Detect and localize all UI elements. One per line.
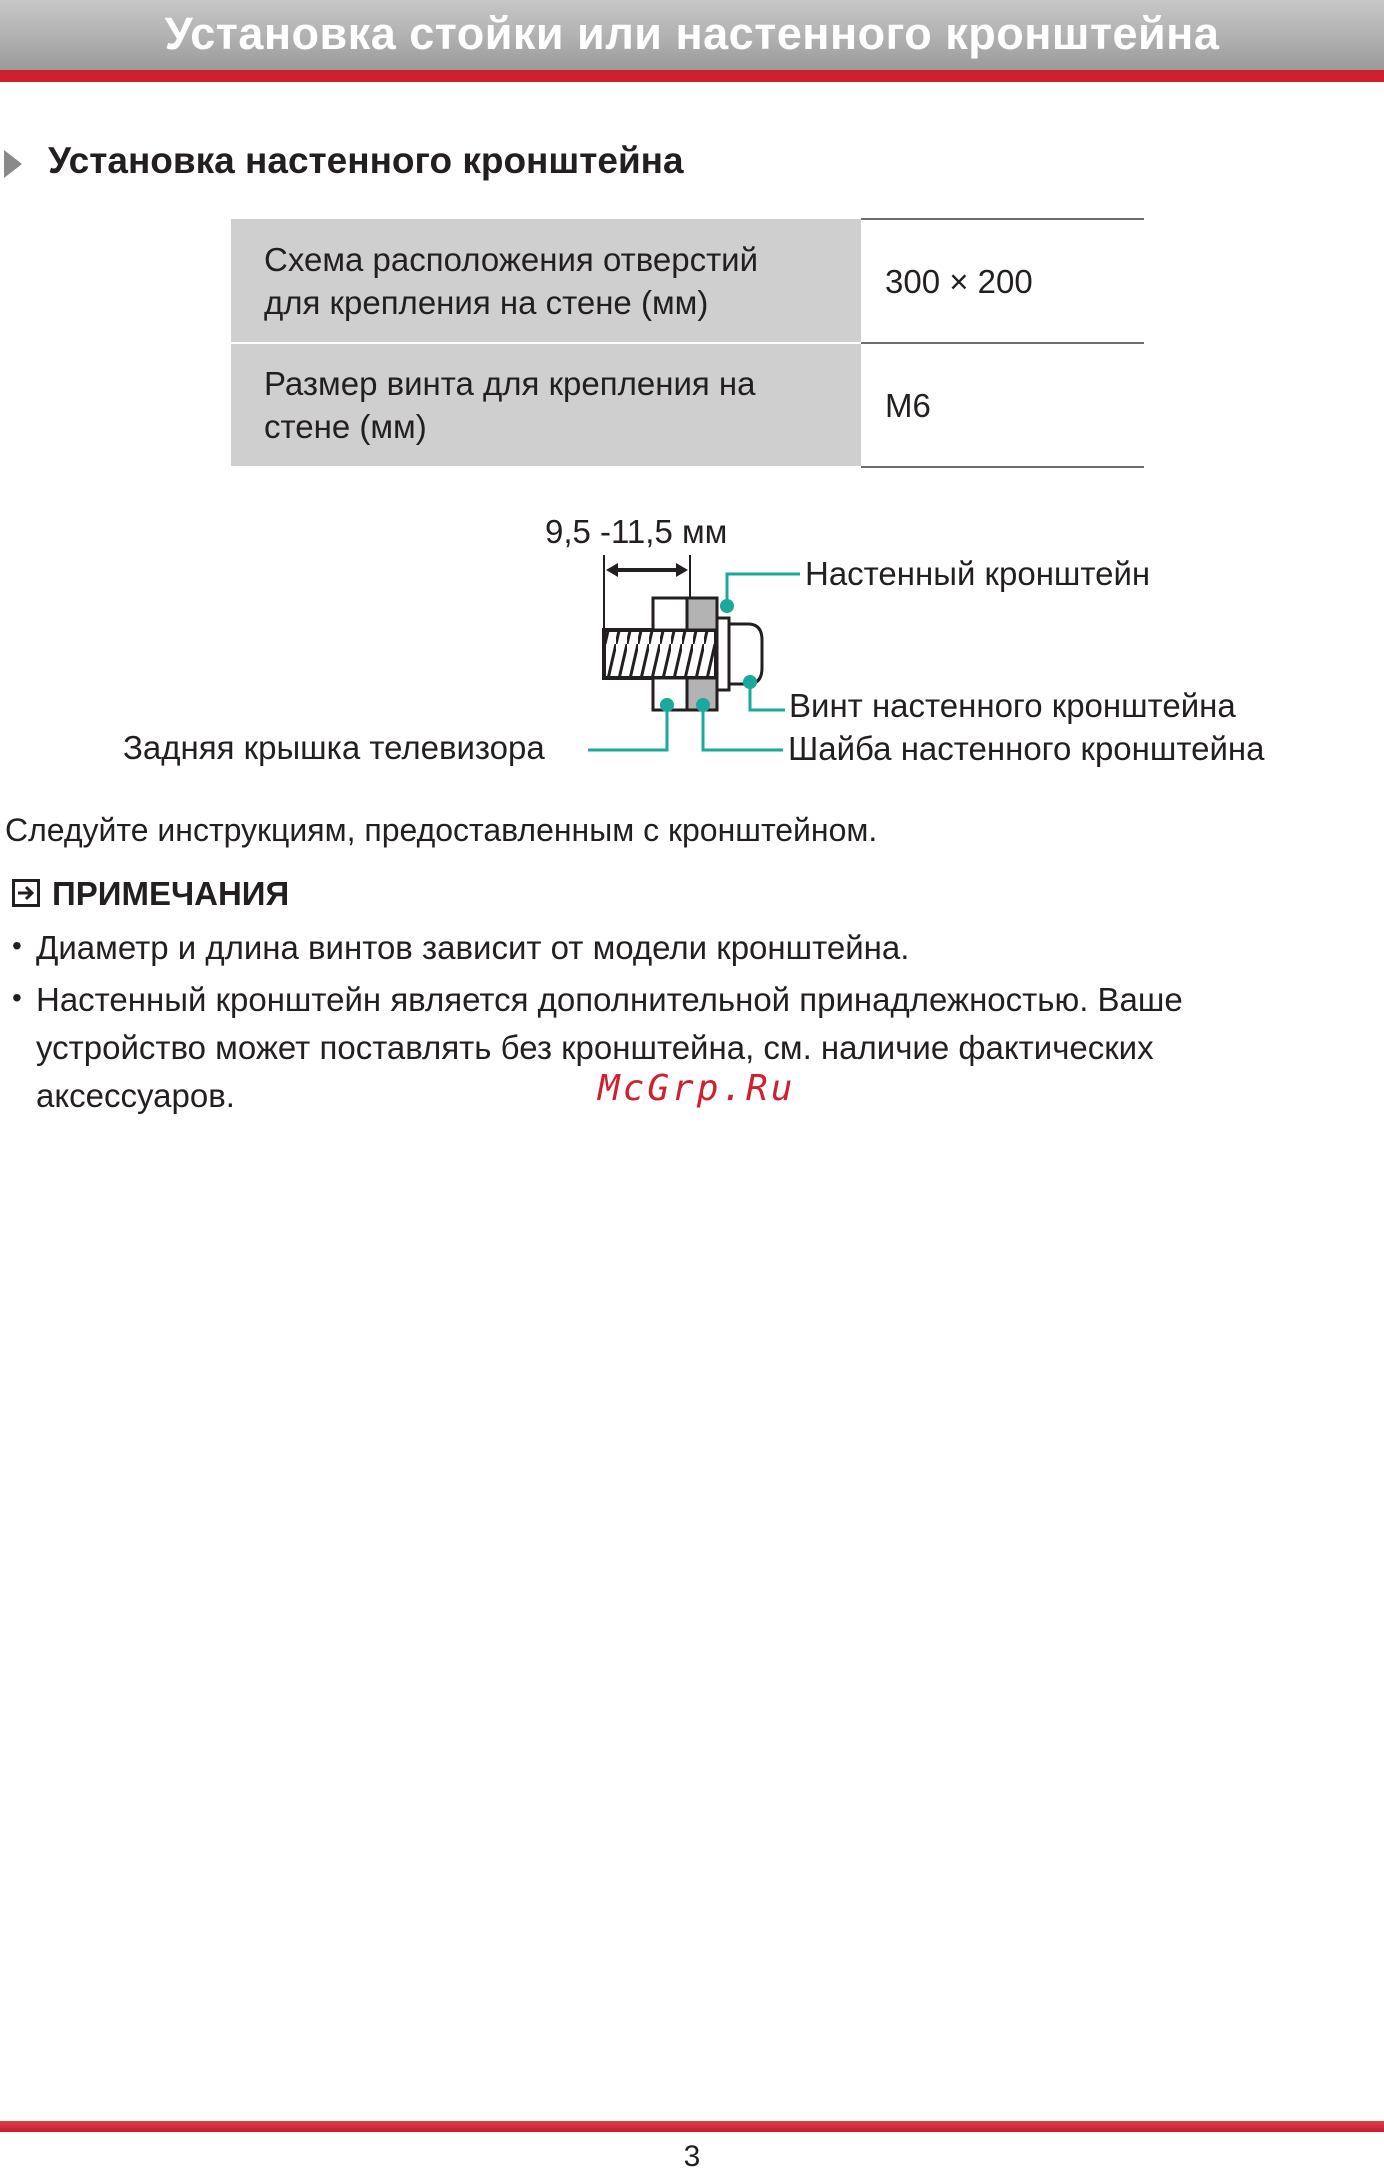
dimension-label: 9,5 -11,5 мм	[545, 513, 728, 550]
label-tv-back-cover: Задняя крышка телевизора	[123, 729, 545, 766]
header-red-rule	[0, 70, 1384, 82]
table-label-line: Схема расположения отверстий	[264, 240, 759, 278]
bullet-icon: •	[12, 982, 22, 1013]
footer-red-rule	[0, 2121, 1384, 2132]
callout-dot	[696, 698, 710, 712]
note-line: Настенный кронштейн является дополнительной принадлежностью. Ваше	[36, 981, 1183, 1018]
list-item	[12, 924, 1312, 972]
mounting-diagram	[0, 500, 1384, 790]
wall-bracket-top	[687, 598, 717, 630]
instruction-text: Следуйте инструкциям, предоставленным с кронштейном.	[5, 812, 878, 848]
page-title: Установка стойки или настенного кронштейна	[164, 8, 1220, 59]
table-row	[231, 343, 1144, 467]
screw-thread	[604, 630, 716, 678]
screw-head	[729, 624, 762, 684]
callout-dot	[743, 675, 757, 689]
table-label-cell	[231, 343, 861, 467]
tv-back-cover-top	[653, 598, 687, 630]
callout-dot	[720, 599, 734, 613]
dimension-arrow-left	[606, 563, 618, 577]
section-title: Установка настенного кронштейна	[48, 140, 684, 181]
table-value-cell: 300 × 200	[861, 219, 1144, 343]
table-label-cell	[231, 219, 861, 343]
watermark: McGrp.Ru	[598, 1068, 796, 1109]
spec-table	[231, 218, 1144, 468]
table-value-cell: M6	[861, 343, 1144, 467]
note-line: аксессуаров.	[36, 1077, 235, 1114]
section-arrow-icon	[4, 150, 22, 178]
note-line: Диаметр и длина винтов зависит от модели кронштейна.	[36, 929, 910, 966]
label-bracket-washer: Шайба настенного кронштейна	[788, 730, 1265, 767]
bullet-icon: •	[12, 930, 22, 961]
table-label-line: Размер винта для крепления на	[264, 365, 756, 402]
table-label-line: для крепления на стене (мм)	[264, 283, 709, 321]
table-label-line: стене (мм)	[264, 408, 427, 445]
note-arrow-icon	[12, 879, 40, 907]
callout-bracket-washer	[703, 705, 783, 750]
note-line: устройство может поставлять без кронштейна, см. наличие фактических	[36, 1029, 1154, 1066]
table-row	[231, 219, 1144, 343]
dimension-arrow-right	[676, 563, 688, 577]
screw-head-collar	[717, 618, 729, 690]
label-bracket-screw: Винт настенного кронштейна	[789, 687, 1236, 724]
page-number: 3	[683, 2140, 701, 2173]
label-wall-bracket: Настенный кронштейн	[805, 555, 1151, 592]
callout-wall-bracket	[727, 574, 800, 606]
callout-tv-back-cover	[588, 705, 667, 750]
notes-title: ПРИМЕЧАНИЯ	[52, 875, 290, 912]
callout-dot	[660, 698, 674, 712]
